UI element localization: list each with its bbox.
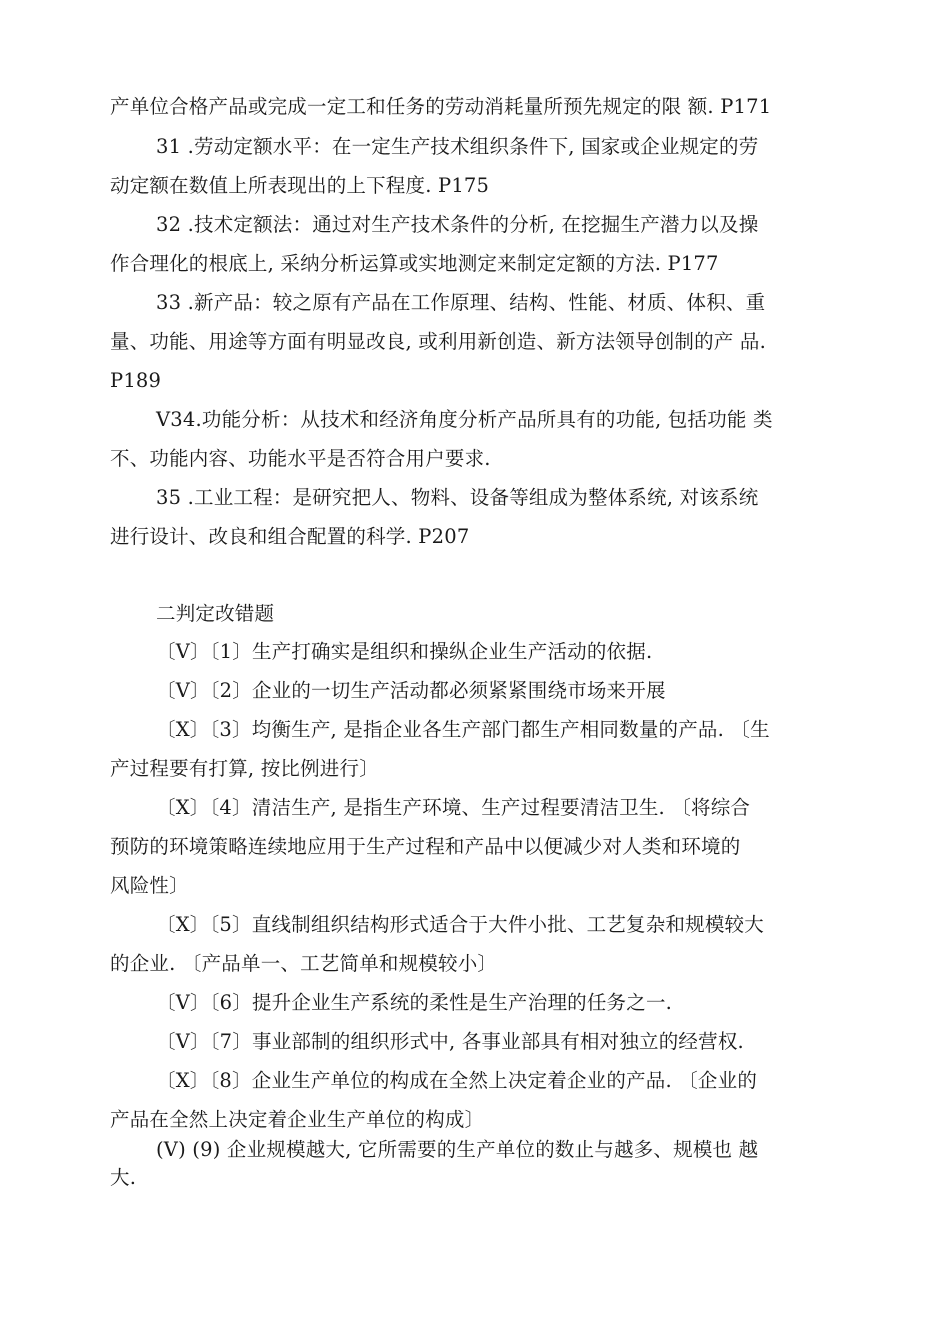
definition-33-line-2: 量、功能、用途等方面有明显改良, 或利用新创造、新方法领导创制的产 品. bbox=[110, 330, 766, 353]
definition-34-line-2: 不、功能内容、功能水平是否符合用户要求. bbox=[110, 447, 491, 470]
definition-34-line-1: V34.功能分析：从技术和经济角度分析产品所具有的功能, 包括功能 类 bbox=[156, 408, 773, 431]
judgement-8-line-1: 〔X〕〔8〕企业生产单位的构成在全然上决定着企业的产品. 〔企业的 bbox=[156, 1069, 758, 1092]
judgement-5-line-1: 〔X〕〔5〕直线制组织结构形式适合于大件小批、工艺复杂和规模较大 bbox=[156, 913, 764, 936]
judgement-5-line-2: 的企业. 〔产品单一、工艺简单和规模较小〕 bbox=[110, 952, 498, 975]
definition-35-line-2: 进行设计、改良和组合配置的科学. P207 bbox=[110, 525, 470, 548]
judgement-9-line-2: 大. bbox=[110, 1166, 137, 1189]
text-line: 产单位合格产品或完成一定工和任务的劳动消耗量所预先规定的限 额. P171 bbox=[110, 95, 772, 118]
judgement-3-line-1: 〔X〕〔3〕均衡生产, 是指企业各生产部门都生产相同数量的产品. 〔生 bbox=[156, 718, 770, 741]
judgement-4-line-3: 风险性〕 bbox=[110, 874, 189, 897]
judgement-3-line-2: 产过程要有打算, 按比例进行〕 bbox=[110, 757, 379, 780]
judgement-4-line-2: 预防的环境策略连续地应用于生产过程和产品中以便减少对人类和环境的 bbox=[110, 835, 741, 858]
definition-33-line-3: P189 bbox=[110, 369, 162, 392]
definition-32-line-2: 作合理化的根底上, 采纳分析运算或实地测定来制定定额的方法. P177 bbox=[110, 252, 719, 275]
judgement-8-line-2: 产品在全然上决定着企业生产单位的构成〕 bbox=[110, 1108, 485, 1131]
definition-31-line-2: 动定额在数值上所表现出的上下程度. P175 bbox=[110, 174, 490, 197]
definition-33-line-1: 33 .新产品：较之原有产品在工作原理、结构、性能、材质、体积、重 bbox=[156, 291, 766, 314]
judgement-6: 〔V〕〔6〕提升企业生产系统的柔性是生产治理的任务之一. bbox=[156, 991, 673, 1014]
judgement-7: 〔V〕〔7〕事业部制的组织形式中, 各事业部具有相对独立的经营权. bbox=[156, 1030, 744, 1053]
section-heading: 二判定改错题 bbox=[156, 602, 275, 625]
definition-35-line-1: 35 .工业工程：是研究把人、物料、设备等组成为整体系统, 对该系统 bbox=[156, 486, 759, 509]
definition-32-line-1: 32 .技术定额法：通过对生产技术条件的分析, 在挖掘生产潜力以及操 bbox=[156, 213, 759, 236]
definition-31-line-1: 31 .劳动定额水平：在一定生产技术组织条件下, 国家或企业规定的劳 bbox=[156, 135, 759, 158]
judgement-9-line-1: (V) (9) 企业规模越大, 它所需要的生产单位的数止与越多、规模也 越 bbox=[156, 1138, 759, 1161]
judgement-2: 〔V〕〔2〕企业的一切生产活动都必须紧紧围绕市场来开展 bbox=[156, 679, 666, 702]
judgement-4-line-1: 〔X〕〔4〕清洁生产, 是指生产环境、生产过程要清洁卫生. 〔将综合 bbox=[156, 796, 751, 819]
judgement-1: 〔V〕〔1〕生产打确实是组织和操纵企业生产活动的依据. bbox=[156, 640, 653, 663]
